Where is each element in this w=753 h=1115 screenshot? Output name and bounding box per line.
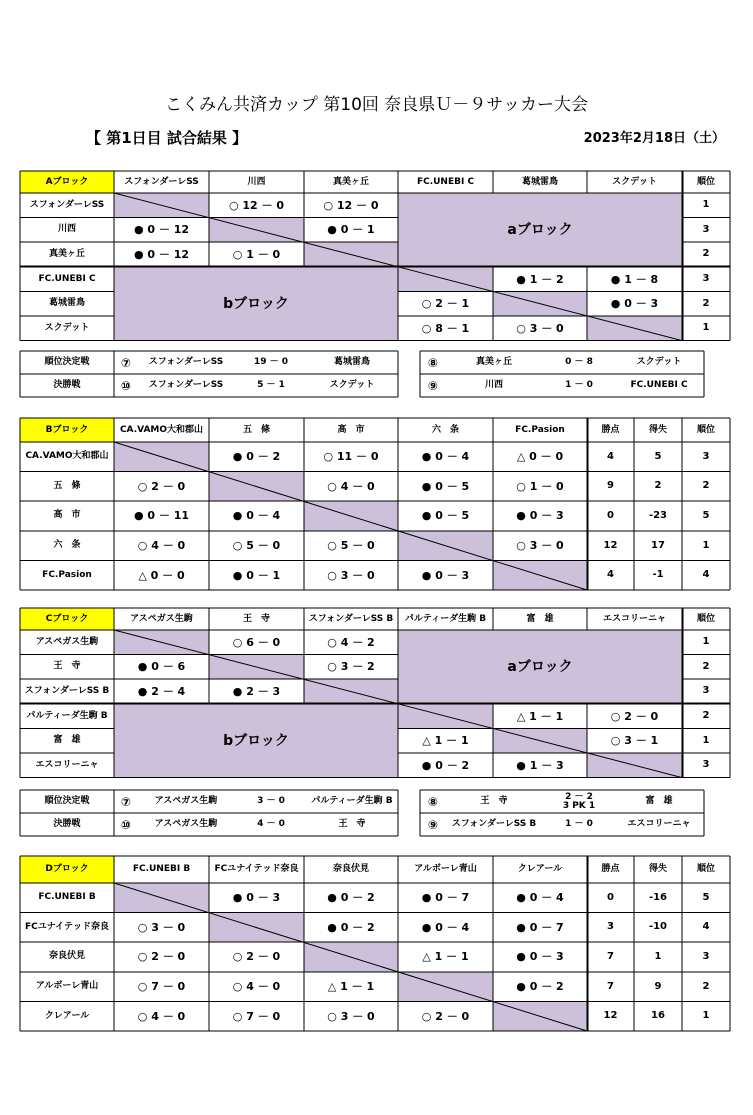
finals-team2: スクデット xyxy=(329,380,375,390)
match-result: ○ 7 － 0 xyxy=(137,980,186,994)
other-team2: FC.UNEBI C xyxy=(630,380,688,390)
match-result: ● 0 － 3 xyxy=(610,297,659,311)
team-points: 12 xyxy=(603,1010,618,1022)
match-result: ● 0 － 3 xyxy=(421,568,470,582)
match-result: ○ 11 － 0 xyxy=(323,450,379,464)
blockC-row-team: エスコリーニャ xyxy=(35,759,99,770)
other-score: 1 － 0 xyxy=(565,819,593,829)
match-result: ○ 2 － 0 xyxy=(232,950,281,964)
event-date: 2023年2月18日（土） xyxy=(583,131,725,146)
blockB-col-team: 六 条 xyxy=(431,424,459,435)
blockA-row-team: スクデット xyxy=(44,322,90,333)
match-result: ○ 4 － 0 xyxy=(137,1009,186,1023)
blockC-rank-header: 順位 xyxy=(696,613,715,624)
team-goal-diff: 2 xyxy=(654,480,662,492)
finals-team1: アスペガス生駒 xyxy=(154,819,218,829)
match-result: ○ 1 － 0 xyxy=(232,247,281,261)
page-subtitle: 【 第1日目 試合結果 】 xyxy=(86,129,248,147)
team-goal-diff: 9 xyxy=(654,980,662,992)
other-team2: スクデット xyxy=(636,357,682,367)
blockB-name: Bブロック xyxy=(45,424,89,435)
match-result: ● 2 － 4 xyxy=(137,684,186,698)
match-result: ○ 2 － 0 xyxy=(421,1009,470,1023)
team-rank: 3 xyxy=(702,685,710,697)
team-goal-diff: 5 xyxy=(654,450,662,462)
blockD-row-team: 奈良伏見 xyxy=(48,951,85,962)
team-points: 4 xyxy=(607,569,614,581)
blockC-col-team: 王 寺 xyxy=(242,613,270,624)
finals-score: 3 － 0 xyxy=(257,796,285,806)
finals-label: 順位決定戦 xyxy=(44,357,90,367)
match-result: ○ 2 － 0 xyxy=(137,950,186,964)
match-result: ○ 6 － 0 xyxy=(232,635,281,649)
match-result: ● 0 － 4 xyxy=(516,891,564,905)
match-result: ● 0 － 4 xyxy=(232,509,281,523)
match-result: ● 0 － 2 xyxy=(516,980,564,994)
match-result: ● 0 － 1 xyxy=(232,568,281,582)
match-result: ● 0 － 4 xyxy=(421,920,470,934)
other-team1: スフォンダーレSS B xyxy=(451,819,537,829)
blockD-col-team: 奈良伏見 xyxy=(332,864,369,874)
blockD-gd-header: 得失 xyxy=(648,864,667,874)
blockC-col-team: スフォンダーレSS B xyxy=(308,613,394,624)
finals-team2: 王 寺 xyxy=(338,819,366,829)
match-result: ● 2 － 3 xyxy=(232,684,281,698)
match-result: ○ 2 － 0 xyxy=(610,709,659,723)
blockA-rank-header: 順位 xyxy=(696,176,715,187)
blockC-row-team: スフォンダーレSS B xyxy=(24,685,110,696)
team-rank: 4 xyxy=(702,569,710,581)
team-goal-diff: 17 xyxy=(651,539,665,551)
blockB-row-team: 五 條 xyxy=(53,480,81,491)
team-goal-diff: -16 xyxy=(648,891,668,903)
team-rank: 2 xyxy=(702,710,710,722)
team-rank: 1 xyxy=(702,1010,710,1022)
team-rank: 5 xyxy=(702,891,710,903)
finals-team1: スフォンダーレSS xyxy=(148,357,224,367)
blockC-sub-a: aブロック xyxy=(507,658,573,675)
other-score: 1 － 0 xyxy=(565,380,593,390)
match-result: ○ 2 － 1 xyxy=(421,297,470,311)
blockD-name: Dブロック xyxy=(45,864,89,874)
match-result: △ 0 － 0 xyxy=(516,450,564,464)
match-result: ● 0 － 12 xyxy=(133,247,190,261)
other-team1: 王 寺 xyxy=(480,796,508,806)
match-result: ● 1 － 2 xyxy=(516,272,564,286)
blockB-col-team: 五 條 xyxy=(242,424,270,435)
team-rank: 1 xyxy=(702,322,710,334)
match-result: ● 0 － 7 xyxy=(421,891,470,905)
match-result: ● 0 － 2 xyxy=(421,758,470,772)
blockA-col-team: FC.UNEBI C xyxy=(416,176,475,187)
blockA-row-team: 川西 xyxy=(57,224,76,235)
finals-team2: パルティーダ生駒 B xyxy=(311,796,393,806)
match-result: ○ 3 － 0 xyxy=(137,920,186,934)
team-rank: 2 xyxy=(702,297,710,309)
match-result: △ 0 － 0 xyxy=(138,568,185,582)
match-result: ○ 2 － 0 xyxy=(137,479,186,493)
team-points: 0 xyxy=(607,509,614,521)
match-result: △ 1 － 1 xyxy=(422,734,469,748)
finals-team1: スフォンダーレSS xyxy=(148,380,224,390)
team-rank: 2 xyxy=(702,980,710,992)
match-result: ○ 3 － 0 xyxy=(516,321,564,335)
match-result: △ 1 － 1 xyxy=(422,950,469,964)
match-result: ○ 3 － 2 xyxy=(327,660,375,674)
match-result: ● 1 － 3 xyxy=(516,758,564,772)
match-result: △ 1 － 1 xyxy=(516,709,564,723)
blockA-row-team: 葛城雷鳥 xyxy=(48,298,85,309)
match-number: ⑩ xyxy=(120,378,132,393)
match-result: ○ 5 － 0 xyxy=(327,539,375,553)
blockA-sub-b: bブロック xyxy=(223,295,289,312)
match-result: ● 0 － 3 xyxy=(516,509,564,523)
blockB-col-team: 高 市 xyxy=(337,424,365,435)
blockB-rank-header: 順位 xyxy=(696,424,715,435)
match-number: ⑧ xyxy=(427,794,439,809)
blockA-sub-a: aブロック xyxy=(507,221,573,238)
finals-score: 5 － 1 xyxy=(257,380,285,390)
other-score: 2 － 2 xyxy=(565,791,593,802)
other-pk-score: 3 PK 1 xyxy=(562,800,596,811)
match-result: ● 0 － 5 xyxy=(421,479,470,493)
match-result: ● 0 － 5 xyxy=(421,509,470,523)
team-points: 3 xyxy=(607,921,614,933)
match-result: ○ 12 － 0 xyxy=(323,198,379,212)
team-points: 0 xyxy=(607,891,614,903)
finals-team2: 葛城雷鳥 xyxy=(333,357,370,367)
match-number: ⑨ xyxy=(427,817,439,832)
blockB-row-team: 六 条 xyxy=(53,540,81,551)
match-result: ● 0 － 2 xyxy=(327,920,375,934)
other-team2: エスコリーニャ xyxy=(627,819,691,829)
match-number: ⑩ xyxy=(120,817,132,832)
blockC-col-team: アスペガス生駒 xyxy=(130,613,193,624)
match-result: ○ 3 － 1 xyxy=(610,734,659,748)
match-result: ● 0 － 4 xyxy=(421,450,470,464)
match-result: ○ 12 － 0 xyxy=(228,198,285,212)
match-result: ○ 3 － 0 xyxy=(516,539,564,553)
finals-label: 決勝戦 xyxy=(53,380,81,390)
team-rank: 3 xyxy=(702,759,710,771)
blockC-col-team: エスコリーニャ xyxy=(602,613,666,624)
finals-label: 決勝戦 xyxy=(53,819,81,829)
blockC-row-team: アスペガス生駒 xyxy=(35,636,99,647)
blockA-col-team: 川西 xyxy=(247,176,266,187)
finals-score: 4 － 0 xyxy=(257,819,285,829)
match-result: ● 0 － 12 xyxy=(133,223,190,237)
blockC-row-team: パルティーダ生駒 B xyxy=(26,710,108,721)
blockC-name: Cブロック xyxy=(45,613,89,624)
match-number: ⑦ xyxy=(120,355,132,370)
blockD-row-team: FCユナイテッド奈良 xyxy=(24,921,110,932)
finals-label: 順位決定戦 xyxy=(44,796,90,806)
team-points: 12 xyxy=(603,539,618,551)
team-goal-diff: 1 xyxy=(654,950,662,962)
team-rank: 3 xyxy=(702,273,710,285)
blockB-row-team: FC.Pasion xyxy=(42,569,92,580)
blockD-col-team: アルボーレ青山 xyxy=(414,864,477,874)
team-rank: 2 xyxy=(702,248,710,260)
match-result: ● 0 － 1 xyxy=(327,223,375,237)
match-result: ○ 4 － 2 xyxy=(327,635,375,649)
team-rank: 2 xyxy=(702,660,710,672)
team-points: 4 xyxy=(607,450,614,462)
blockD-row-team: FC.UNEBI B xyxy=(38,892,96,903)
blockB-row-team: CA.VAMO大和郡山 xyxy=(25,451,109,462)
finals-team1: アスペガス生駒 xyxy=(154,796,218,806)
team-rank: 3 xyxy=(702,450,710,462)
team-rank: 1 xyxy=(702,734,710,746)
match-result: ● 0 － 7 xyxy=(516,920,564,934)
blockB-gd-header: 得失 xyxy=(648,424,667,435)
match-number: ⑦ xyxy=(120,794,132,809)
blockA-row-team: 真美ヶ丘 xyxy=(48,248,85,259)
match-number: ⑨ xyxy=(427,378,439,393)
match-result: ● 0 － 11 xyxy=(133,509,190,523)
team-rank: 3 xyxy=(702,223,710,235)
blockA-col-team: スクデット xyxy=(612,176,657,187)
blockD-row-team: アルボーレ青山 xyxy=(35,981,99,992)
blockB-points-header: 勝点 xyxy=(601,424,620,435)
match-number: ⑧ xyxy=(427,355,439,370)
team-rank: 1 xyxy=(702,199,710,211)
page-title: こくみん共済カップ 第10回 奈良県Ｕ－９サッカー大会 xyxy=(165,95,588,115)
match-result: ● 1 － 8 xyxy=(610,272,659,286)
blockC-sub-b: bブロック xyxy=(223,732,289,749)
match-result: ○ 5 － 0 xyxy=(232,539,281,553)
team-rank: 2 xyxy=(702,480,710,492)
blockA-name: Aブロック xyxy=(45,176,89,187)
other-team2: 富 雄 xyxy=(645,796,673,806)
team-rank: 1 xyxy=(702,539,710,551)
finals-score: 19 － 0 xyxy=(253,357,289,367)
match-result: ○ 1 － 0 xyxy=(516,479,564,493)
blockA-row-team: スフォンダーレSS xyxy=(29,199,105,210)
blockD-col-team: FC.UNEBI B xyxy=(132,864,191,874)
match-result: ● 0 － 3 xyxy=(516,950,564,964)
match-result: ○ 3 － 0 xyxy=(327,568,375,582)
team-goal-diff: -10 xyxy=(648,921,668,933)
blockD-row-team: クレアール xyxy=(44,1010,90,1021)
blockA-col-team: 葛城雷鳥 xyxy=(521,176,558,187)
match-result: ○ 4 － 0 xyxy=(232,980,281,994)
team-goal-diff: -1 xyxy=(652,569,664,581)
blockC-col-team: 富 雄 xyxy=(526,613,554,624)
other-team1: 真美ヶ丘 xyxy=(475,357,512,367)
match-result: ● 0 － 6 xyxy=(137,660,186,674)
team-rank: 5 xyxy=(702,509,710,521)
blockD-points-header: 勝点 xyxy=(601,864,620,874)
match-result: ○ 4 － 0 xyxy=(137,539,186,553)
team-rank: 1 xyxy=(702,636,710,648)
blockC-col-team: パルティーダ生駒 B xyxy=(404,613,487,624)
team-rank: 4 xyxy=(702,921,710,933)
match-result: ○ 3 － 0 xyxy=(327,1009,375,1023)
blockA-col-team: スフォンダーレSS xyxy=(124,176,199,187)
match-result: ● 0 － 2 xyxy=(232,450,281,464)
match-result: ● 0 － 2 xyxy=(327,891,375,905)
match-result: △ 1 － 1 xyxy=(327,980,375,994)
blockD-col-team: クレアール xyxy=(517,864,563,874)
other-team1: 川西 xyxy=(484,380,503,390)
blockB-row-team: 高 市 xyxy=(53,510,81,521)
team-points: 9 xyxy=(607,480,614,492)
team-points: 7 xyxy=(607,980,614,992)
blockD-rank-header: 順位 xyxy=(696,864,715,874)
blockA-row-team: FC.UNEBI C xyxy=(38,273,96,284)
match-result: ○ 7 － 0 xyxy=(232,1009,281,1023)
match-result: ● 0 － 3 xyxy=(232,891,281,905)
team-goal-diff: -23 xyxy=(648,509,668,521)
blockA-col-team: 真美ヶ丘 xyxy=(332,176,369,187)
other-score: 0 － 8 xyxy=(565,357,593,367)
blockC-row-team: 富 雄 xyxy=(53,735,81,746)
team-points: 7 xyxy=(607,950,614,962)
blockD-col-team: FCユナイテッド奈良 xyxy=(214,864,299,874)
blockB-col-team: FC.Pasion xyxy=(515,424,565,435)
blockC-row-team: 王 寺 xyxy=(53,661,81,672)
team-rank: 3 xyxy=(702,950,710,962)
blockB-col-team: CA.VAMO大和郡山 xyxy=(119,424,204,435)
team-goal-diff: 16 xyxy=(651,1010,665,1022)
match-result: ○ 4 － 0 xyxy=(327,479,375,493)
match-result: ○ 8 － 1 xyxy=(421,321,470,335)
